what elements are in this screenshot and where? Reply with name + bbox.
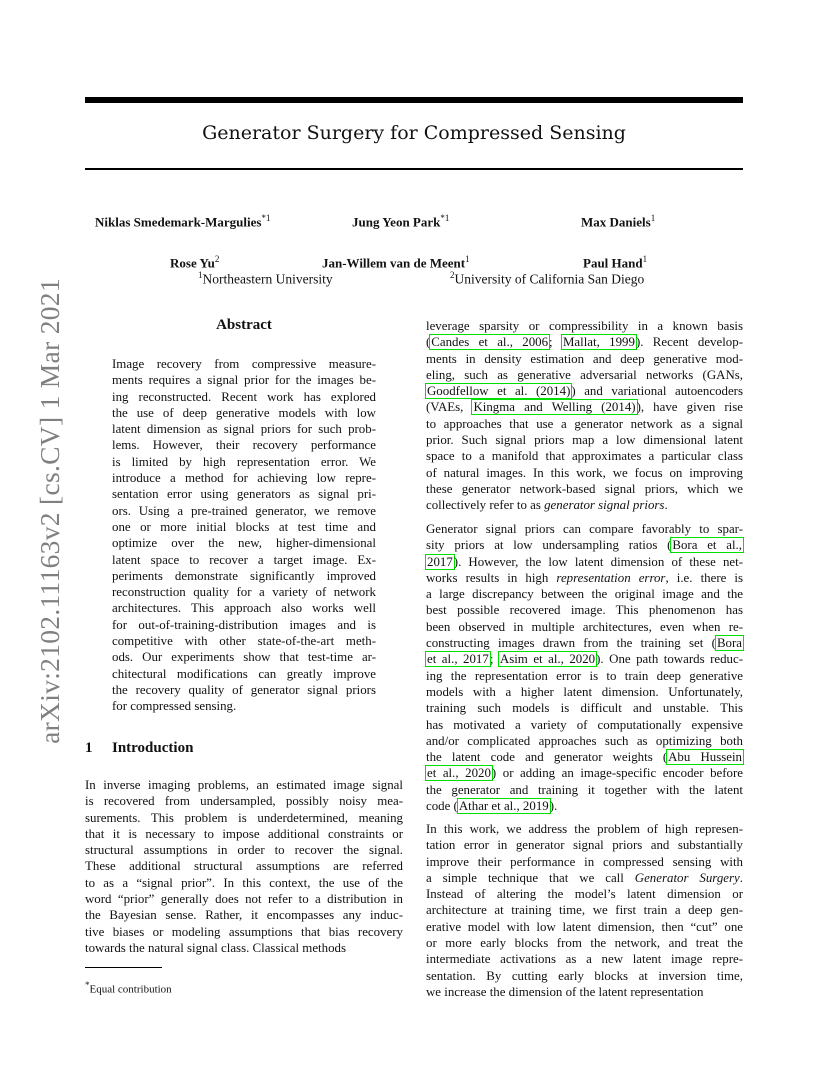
text-line: sentation error using generators as signal pri- bbox=[112, 487, 376, 502]
text-line: ods. Our experiments show that test-time ar- bbox=[112, 650, 376, 665]
citation-link[interactable]: et al., 2017 bbox=[427, 652, 489, 667]
citation-link[interactable]: 2017 bbox=[427, 554, 453, 569]
text-line: that it is necessary to impose additional constraints or bbox=[85, 826, 403, 841]
arxiv-identifier: arXiv:2102.11163v2 [cs.CV] 1 Mar 2021 bbox=[34, 278, 65, 744]
author-4: Rose Yu$^2$ bbox=[170, 254, 220, 271]
text-line: the recovery quality of generator signal priors bbox=[112, 682, 376, 697]
text-line: et al., 2017; Asim et al., 2020). One path towards reduc- bbox=[427, 652, 743, 667]
citation-link[interactable]: Abu Hussein bbox=[668, 750, 742, 765]
text-line: lems. However, their recovery performance bbox=[112, 438, 376, 453]
text-line: and/or complicated approaches such as optimizing both bbox=[426, 733, 743, 748]
right-column-paragraph-3 bbox=[426, 821, 743, 1000]
text-line: these generator network-based signal priors, which we bbox=[426, 481, 743, 496]
text-line: competitive with other state-of-the-art meth- bbox=[112, 634, 376, 649]
citation-link[interactable]: et al., 2020 bbox=[427, 766, 491, 781]
text-line: the latent code and generator weights (Abu Hussein bbox=[426, 750, 742, 765]
text-line: or more early blocks from the network, and treat the bbox=[426, 936, 743, 951]
text-line: ments in density estimation and deep generative mod- bbox=[426, 351, 743, 366]
text-line: collectively refer to as generator signal priors. bbox=[426, 498, 668, 513]
text-line: the Bayesian sense. Rather, it encompasses any induc- bbox=[85, 908, 403, 923]
text-line: In inverse imaging problems, an estimated image signal bbox=[85, 778, 403, 792]
author-6: Paul Hand$^1$ bbox=[583, 254, 648, 271]
text-line: Goodfellow et al. (2014)) and variational autoencoders bbox=[427, 384, 743, 399]
text-line: a large discrepancy between the original image and the bbox=[426, 587, 743, 602]
text-line: intermediate activations as a new latent image repre- bbox=[426, 952, 743, 967]
text-line: training such models is difficult and unstable. This bbox=[426, 701, 743, 716]
right-column-paragraph-1 bbox=[426, 318, 743, 514]
text-line: tive biases or modeling assumptions that bias recovery bbox=[85, 924, 403, 939]
text-line: been observed in multiple architectures, even when re- bbox=[426, 619, 743, 634]
text-line: constructing images drawn from the training set (Bora bbox=[426, 636, 742, 651]
text-line: improve their performance in compressed sensing with bbox=[426, 854, 743, 869]
citation-link[interactable]: Goodfellow et al. (2014) bbox=[427, 384, 571, 399]
text-line: one or more initial blocks at test time and bbox=[112, 519, 376, 534]
text-line: towards the natural signal class. Classical methods bbox=[85, 940, 346, 955]
text-line: Instead of altering the model’s latent dimension or bbox=[426, 887, 743, 902]
text-line: architectures. This approach also works well bbox=[112, 601, 376, 616]
text-line: chitectural modifications can greatly improve bbox=[112, 666, 376, 681]
text-line: the use of deep generative models with low bbox=[112, 405, 376, 420]
text-line: surements. This problem is underdetermined, meaning bbox=[85, 810, 403, 825]
text-line: code (Athar et al., 2019). bbox=[426, 799, 558, 814]
text-line: space to a manifold that approximates a particular class bbox=[426, 449, 743, 464]
text-line: tation error in generator signal priors and substantially bbox=[426, 838, 743, 853]
text-line: ing the representation error is to train deep generative bbox=[426, 668, 743, 683]
text-line: we increase the dimension of the latent representation bbox=[426, 984, 704, 999]
text-line: erative model with low latent dimension, then “cut” one bbox=[426, 919, 743, 934]
text-line: ors. Using a pre-trained generator, we remove bbox=[112, 503, 376, 518]
citation-link[interactable]: Asim et al., 2020 bbox=[499, 652, 596, 667]
footnote: *Equal contribution bbox=[85, 980, 172, 996]
author-1: Niklas Smedemark-Margulies$^{*1}$ bbox=[95, 213, 271, 230]
text-line: models with a higher latent dimension. Unfortunately, bbox=[426, 684, 743, 699]
text-line: In this work, we address the problem of high represen- bbox=[426, 822, 743, 836]
text-line: optimize over the new, higher-dimensional bbox=[112, 536, 376, 551]
abstract-heading: Abstract bbox=[216, 317, 272, 333]
citation-link[interactable]: Kingma and Welling (2014) bbox=[473, 400, 636, 415]
text-line: Generator signal priors can compare favorably to spar- bbox=[426, 522, 743, 536]
title-rule bbox=[85, 168, 743, 170]
text-line: is limited by high representation error. We bbox=[112, 454, 376, 469]
text-line: to as a “signal prior”. In this context, the use of the bbox=[85, 875, 403, 890]
author-5: Jan-Willem van de Meent$^1$ bbox=[322, 254, 470, 271]
section-heading-introduction: 1 Introduction bbox=[85, 740, 194, 756]
text-line: periments demonstrate significantly improved bbox=[112, 568, 376, 583]
text-line: word “prior” generally does not refer to a distribution in bbox=[85, 892, 403, 907]
citation-link[interactable]: Bora bbox=[716, 636, 742, 651]
text-line: architecture at training time, we first train a deep gen- bbox=[426, 903, 743, 918]
text-line: ing reconstructed. Recent work has explored bbox=[112, 389, 376, 404]
footnote-rule bbox=[85, 967, 162, 968]
text-line: reconstruction quality for a variety of network bbox=[112, 585, 376, 600]
text-line: a simple technique that we call Generator Surgery. bbox=[426, 870, 743, 885]
text-line: eling, such as generative adversarial networks (GANs, bbox=[426, 367, 743, 382]
text-line: to approaches that use a generator network as a signal bbox=[426, 416, 743, 431]
top-rule bbox=[85, 97, 743, 103]
citation-link[interactable]: Candes et al., 2006 bbox=[431, 335, 549, 350]
text-line: (Candes et al., 2006; Mallat, 1999). Recent develop- bbox=[426, 335, 743, 350]
text-line: Image recovery from compressive measure- bbox=[112, 357, 376, 371]
text-line: for compressed sensing. bbox=[112, 699, 237, 714]
text-line: sentation. By cutting early blocks at inversion time, bbox=[426, 968, 743, 983]
author-2: Jung Yeon Park$^{*1}$ bbox=[352, 213, 450, 230]
text-line: (VAEs, Kingma and Welling (2014)), have given rise bbox=[426, 400, 743, 415]
citation-link[interactable]: Bora et al., bbox=[672, 538, 742, 553]
text-line: of natural images. In this work, we focus on improving bbox=[426, 465, 743, 480]
text-line: best possible recovered image. This phenomenon has bbox=[426, 603, 743, 618]
citation-link[interactable]: Athar et al., 2019 bbox=[458, 799, 549, 814]
text-line: These additional structural assumptions are referred bbox=[85, 859, 403, 874]
paper-title: Generator Surgery for Compressed Sensing bbox=[202, 122, 626, 144]
text-line: the generator and training it together with the latent bbox=[426, 782, 743, 797]
citation-link[interactable]: Mallat, 1999 bbox=[562, 335, 635, 350]
text-line: leverage sparsity or compressibility in a known basis bbox=[426, 319, 743, 333]
text-line: 2017). However, the low latent dimension of these net- bbox=[427, 554, 743, 569]
affiliation-1: $^1$Northeastern University bbox=[198, 270, 333, 287]
affiliation-2: $^2$University of California San Diego bbox=[450, 270, 645, 287]
text-line: et al., 2020) or adding an image-specific encoder before bbox=[427, 766, 744, 781]
text-line: sity priors at low undersampling ratios (Bora et al., bbox=[426, 538, 742, 553]
text-line: has motivated a variety of computationally expensive bbox=[426, 717, 743, 732]
author-3: Max Daniels$^1$ bbox=[581, 213, 656, 230]
abstract-body bbox=[112, 356, 376, 715]
text-line: latent space to recover a target image. Ex- bbox=[112, 552, 376, 567]
text-line: structural assumptions in order to recover the signal. bbox=[85, 843, 403, 858]
introduction-body bbox=[85, 777, 403, 956]
text-line: ments requires a signal prior for the images be- bbox=[112, 373, 376, 388]
text-line: latent dimension as signal priors for such prob- bbox=[112, 422, 376, 437]
text-line: introduce a method for achieving low repre- bbox=[112, 471, 376, 486]
text-line: for out-of-training-distribution images and is bbox=[112, 617, 376, 632]
right-column-paragraph-2 bbox=[426, 521, 743, 814]
text-line: is recovered from undersampled, possibly noisy mea- bbox=[85, 794, 403, 809]
text-line: works results in high representation error, i.e. there is bbox=[426, 570, 744, 585]
text-line: prior. Such signal priors map a low dimensional latent bbox=[426, 433, 743, 448]
